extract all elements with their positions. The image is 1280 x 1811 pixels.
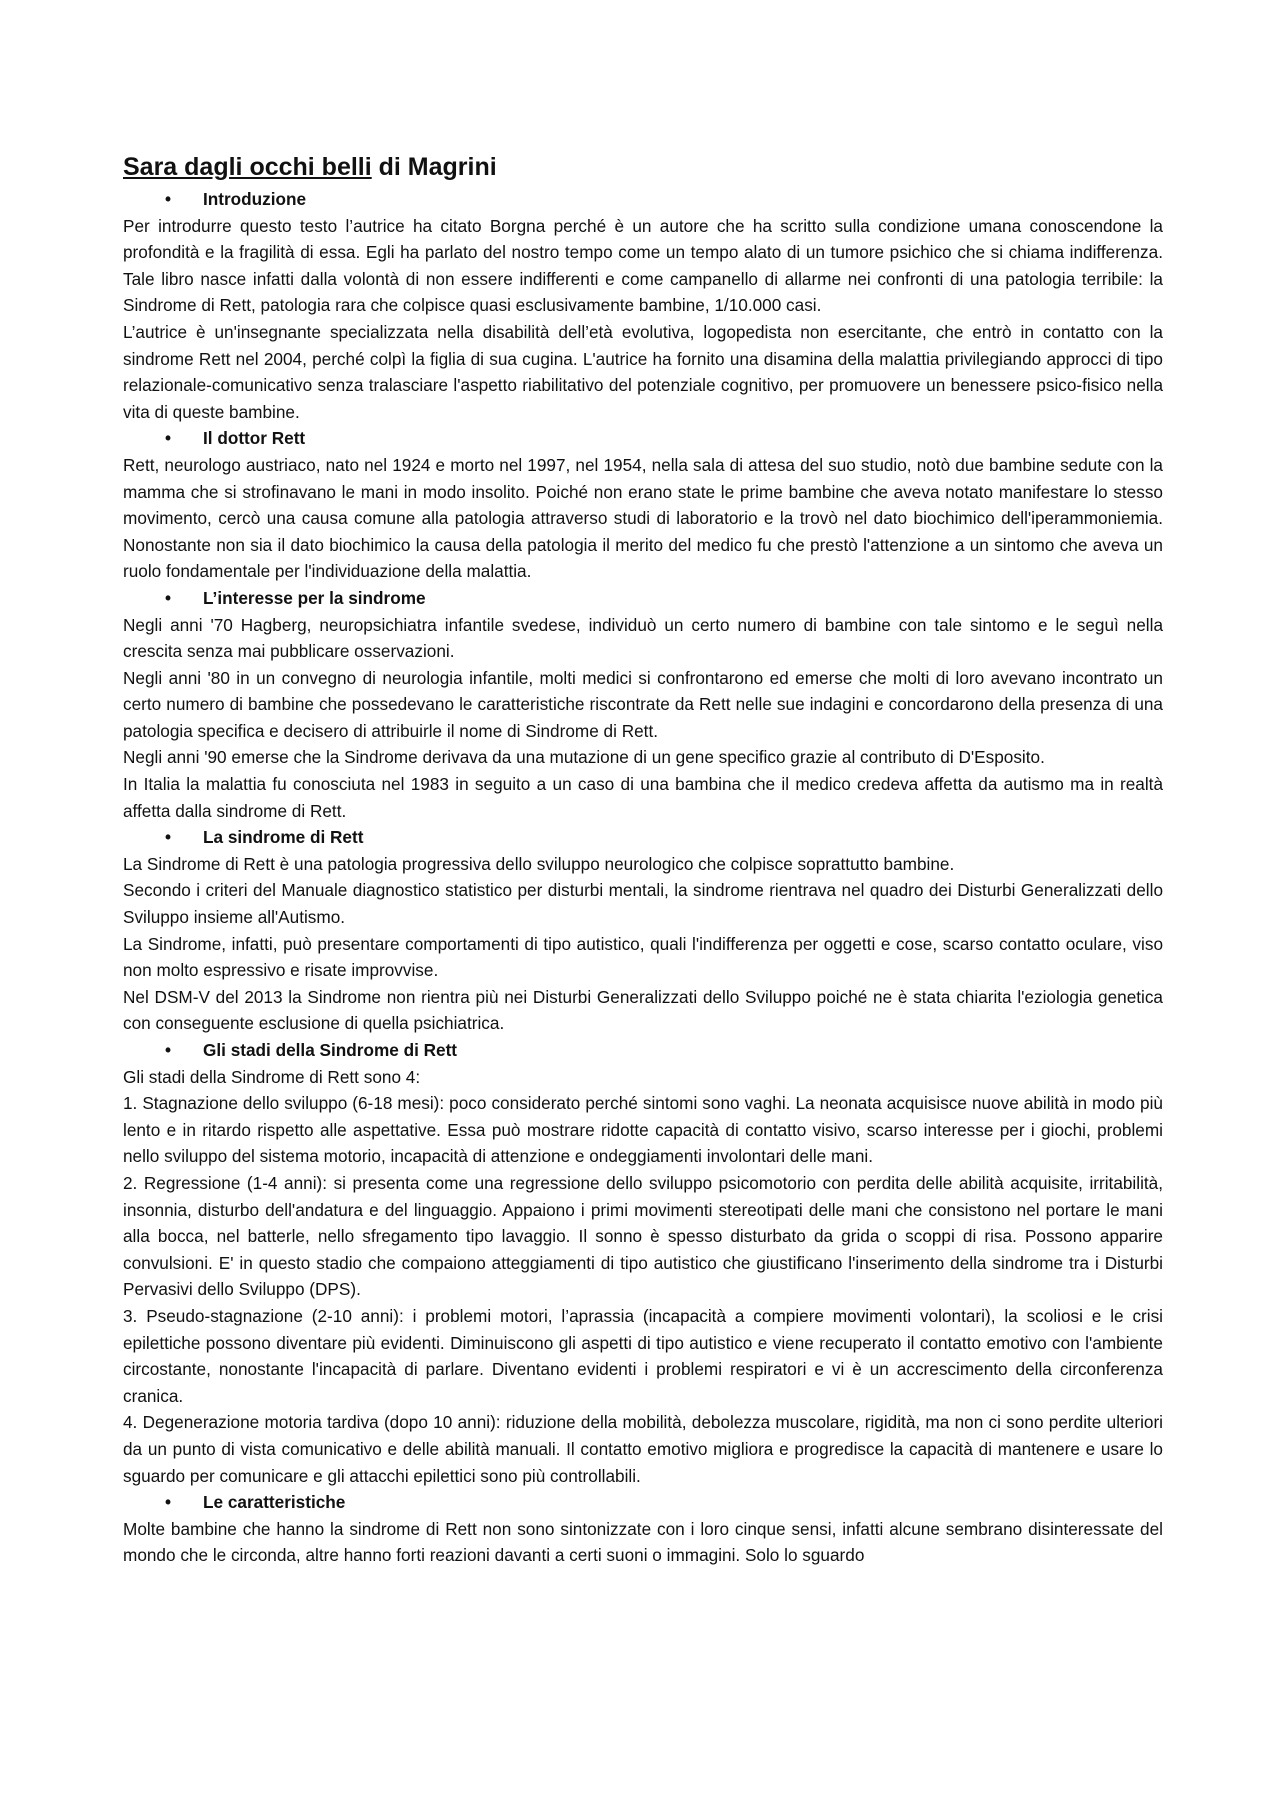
section-heading-text: Gli stadi della Sindrome di Rett: [203, 1040, 458, 1060]
title-book-name: Sara dagli occhi belli: [123, 153, 372, 181]
bullet-icon: •: [165, 1492, 172, 1513]
section-heading-text: Introduzione: [203, 189, 307, 209]
bullet-icon: •: [165, 1040, 172, 1060]
title-author: di Magrini: [371, 153, 497, 181]
section-heading: [123, 824, 1163, 851]
paragraph: Secondo i criteri del Manuale diagnostico statistico per disturbi mentali, la sindrome rientrava nel quadro dei Disturbi Generalizzati dello Sviluppo insieme all'Autismo.: [123, 880, 1163, 928]
bullet-icon: •: [165, 587, 172, 608]
section-heading: [123, 1037, 1163, 1064]
section-heading-text: L’interesse per la sindrome: [203, 587, 426, 608]
paragraph: Molte bambine che hanno la sindrome di Rett non sono sintonizzate con i loro cinque sensi, infatti alcune sembrano disinteressate del mondo che le circonda, altre hanno forti reazioni davanti a certi suoni o immagini. Solo lo sguardo: [123, 1518, 1163, 1566]
document-page: [123, 150, 1163, 1569]
paragraph: In Italia la malattia fu conosciuta nel 1983 in seguito a un caso di una bambina che il medico credeva affetta da autismo ma in realtà affetta dalla sindrome di Rett.: [123, 774, 1163, 821]
section-heading: [123, 585, 1163, 612]
paragraph: L’autrice è un'insegnante specializzata nella disabilità dell’età evolutiva, logopedista non esercitante, che entrò in contatto con la sindrome Rett nel 2004, perché colpì la figlia di sua cugina. L'autrice ha fornito una disamina della malattia privilegiando approcci di tipo relazionale-comunicativo senza tralasciare l'aspetto riabilitativo del potenziale cognitivo, per promuovere un benessere psico-fisico nella vita di queste bambine.: [123, 321, 1163, 422]
paragraph: 4. Degenerazione motoria tardiva (dopo 10 anni): riduzione della mobilità, debolezza muscolare, rigidità, ma non ci sono perdite ulteriori da un punto di vista comunicativo e delle abilità manuali. Il contatto emotivo migliora e progredisce la capacità di mantenere e usare lo sguardo per comunicare e gli attacchi epilettici sono più controllabili.: [123, 1412, 1163, 1486]
paragraph: Negli anni '70 Hagberg, neuropsichiatra infantile svedese, individuò un certo numero di bambine con tale sintomo e le seguì nella crescita senza mai pubblicare osservazioni.: [123, 614, 1163, 662]
bullet-icon: •: [165, 827, 172, 848]
paragraph: 3. Pseudo-stagnazione (2-10 anni): i problemi motori, l’aprassia (incapacità a compiere movimenti volontari), la scoliosi e le crisi epilettiche possono diventare più evidenti. Diminuiscono gli aspetti di tipo autistico e viene recuperato il contatto emotivo con l'ambiente circostante, nonostante l'incapacità di parlare. Diventano evidenti i problemi respiratori e vi è un accrescimento della circonferenza cranica.: [123, 1305, 1163, 1406]
document-title: [123, 150, 1163, 184]
paragraph: Gli stadi della Sindrome di Rett sono 4:: [123, 1066, 421, 1087]
paragraph: 1. Stagnazione dello sviluppo (6-18 mesi): poco considerato perché sintomi sono vaghi. La neonata acquisisce nuove abilità in modo più lento e in ritardo rispetto alle aspettative. Essa può mostrare ridotte capacità di contatto visivo, scarso interesse per i giochi, problemi nello sviluppo del sistema motorio, incapacità di attenzione e ondeggiamenti involontari delle mani.: [123, 1093, 1163, 1167]
paragraph: La Sindrome, infatti, può presentare comportamenti di tipo autistico, quali l'indifferenza per oggetti e cose, scarso contatto oculare, viso non molto espressivo e risate improvvise.: [123, 933, 1163, 981]
paragraph: Nel DSM-V del 2013 la Sindrome non rientra più nei Disturbi Generalizzati dello Sviluppo poiché ne è stata chiarita l'eziologia genetica con conseguente esclusione di quella psichiatrica.: [123, 986, 1163, 1034]
section-heading-text: Le caratteristiche: [203, 1492, 346, 1513]
section-heading-text: Il dottor Rett: [203, 428, 306, 449]
paragraph: Per introdurre questo testo l’autrice ha citato Borgna perché è un autore che ha scritto sulla condizione umana conoscendone la profondità e la fragilità di essa. Egli ha parlato del nostro tempo come un tempo alato di un tumore psichico che si chiama indifferenza. Tale libro nasce infatti dalla volontà di non essere indifferenti e come campanello di allarme nei confronti di una patologia terribile: la Sindrome di Rett, patologia rara che colpisce quasi esclusivamente bambine, 1/10.000 casi.: [123, 215, 1163, 316]
paragraph: La Sindrome di Rett è una patologia progressiva dello sviluppo neurologico che colpisce soprattutto bambine.: [123, 853, 955, 874]
bullet-icon: •: [165, 428, 172, 449]
paragraph: Negli anni '80 in un convegno di neurologia infantile, molti medici si confrontarono ed emerse che molti di loro avevano incontrato un certo numero di bambine che possedevano le caratteristiche riscontrate da Rett nelle sue indagini e concordarono della presenza di una patologia specifica e decisero di attribuirle il nome di Sindrome di Rett.: [123, 667, 1163, 741]
section-heading: [123, 425, 1163, 452]
paragraph: Negli anni '90 emerse che la Sindrome derivava da una mutazione di un gene specifico grazie al contributo di D'Esposito.: [123, 747, 1045, 768]
section-heading: [123, 186, 1163, 213]
bullet-icon: •: [165, 189, 172, 209]
paragraph: Rett, neurologo austriaco, nato nel 1924 e morto nel 1997, nel 1954, nella sala di attesa del suo studio, notò due bambine sedute con la mamma che si strofinavano le mani in modo insolito. Poiché non erano state le prime bambine che aveva notato manifestare lo stesso movimento, cercò una causa comune alla patologia attraverso studi di laboratorio e la trovò nel dato biochimico dell'iperammoniemia. Nonostante non sia il dato biochimico la causa della patologia il merito del medico fu che prestò l'attenzione a un sintomo che aveva un ruolo fondamentale per l'individuazione della malattia.: [123, 454, 1163, 582]
section-heading: [123, 1489, 1163, 1516]
sections-container: [123, 186, 1163, 1569]
section-heading-text: La sindrome di Rett: [203, 827, 364, 848]
paragraph: 2. Regressione (1-4 anni): si presenta come una regressione dello sviluppo psicomotorio con perdita delle abilità acquisite, irritabilità, insonnia, disturbo dell'andatura e del linguaggio. Appaiono i primi movimenti stereotipati delle mani che consistono nel portare le mani alla bocca, nel batterle, nello sfregamento tipo lavaggio. Il sonno è spesso disturbato da grida o scoppi di risa. Possono apparire convulsioni. E' in questo stadio che compaiono atteggiamenti di tipo autistico che giustificano l'inserimento della sindrome tra i Disturbi Pervasivi dello Sviluppo (DPS).: [123, 1172, 1163, 1300]
